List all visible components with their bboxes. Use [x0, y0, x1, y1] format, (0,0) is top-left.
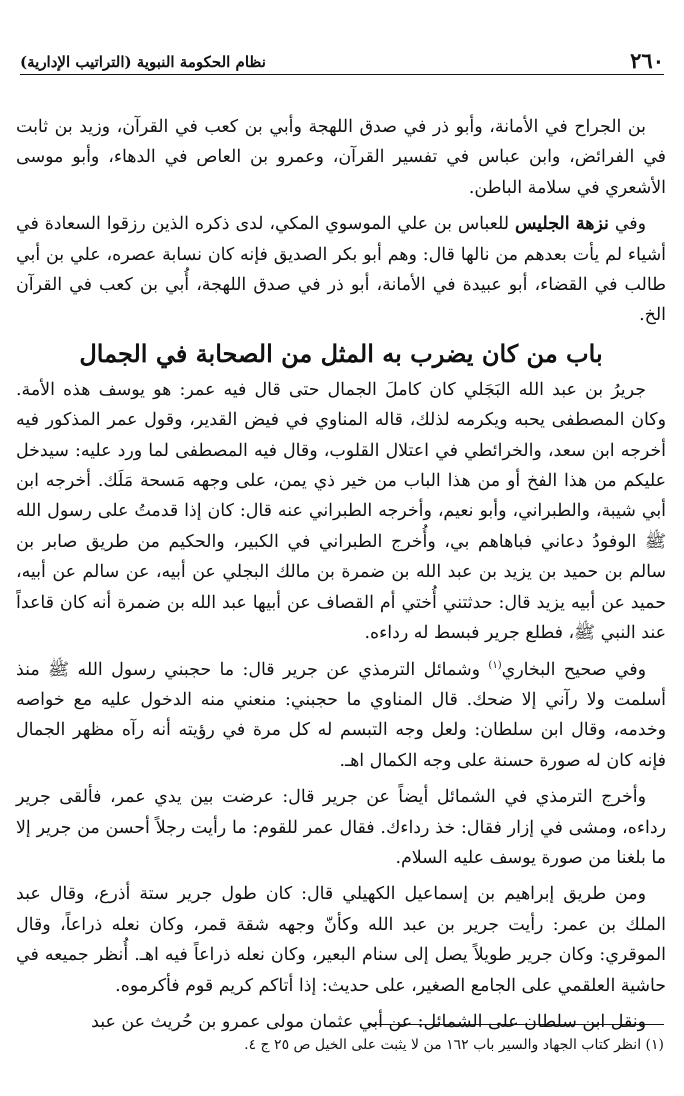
footnote-reference: (١) — [488, 659, 502, 671]
footnote: (١) انظر كتاب الجهاد والسير باب ١٦٢ من لا يثبت على الخيل ص ٢٥ ج ٤. — [244, 1037, 664, 1053]
paragraph-1: بن الجراح في الأمانة، وأبو ذر في صدق اللهجة وأبي بن كعب في القرآن، وزيد بن ثابت في الفرائض، وابن عباس في تفسير القرآن، وعمرو بن العاص في الدهاء، وأبو موسى الأشعري في سلامة الباطن. — [16, 117, 666, 198]
paragraph-2-lead: وفي — [614, 214, 647, 235]
paragraph-4-lead: وفي صحيح البخاري — [501, 659, 646, 680]
page-number: ٢٦٠ — [630, 48, 664, 73]
paragraph-7: ونقل ابن سلطان على الشمائل: عن أبي عثمان مولى عمرو بن حُريث عن عبد — [91, 1011, 646, 1032]
body-text — [16, 112, 666, 1037]
paragraph-4 — [16, 655, 666, 777]
paragraph-4-body: وشمائل الترمذي عن جرير قال: ما حجبني رسول الله ﷺ منذ أسلمت ولا رآني إلا ضحك. قال المناوي ما حجبني: منعني منه الدخول عليه مع خواصه وخدمه، وقال ابن سلطان: ولعل وجه التبسم له كل مرة في رؤيته أنه رآه مظهر الجمال فإنه كان له صورة حسنة على وجه الكمال اهـ. — [16, 659, 666, 771]
paragraph-2-body: للعباس بن علي الموسوي المكي، لدى ذكره الذين رزقوا السعادة في أشياء لم يأت بعدهم من نالها قال: وهم أبو بكر الصديق فإنه كان نسابة عصره، علي بن أبي طالب في القضاء، أبو عبيدة في الأمانة، أبو ذر في صدق اللهجة، أُبي بن كعب في القرآن الخ. — [16, 214, 666, 326]
running-title: نظام الحكومة النبوية (التراتيب الإدارية) — [20, 53, 266, 71]
book-title-nuzhat-al-jalis: نزهة الجليس — [515, 214, 609, 235]
section-heading: باب من كان يضرب به المثل من الصحابة في الجمال — [79, 338, 603, 368]
footnote-divider — [368, 1024, 664, 1025]
paragraph-2 — [16, 209, 666, 331]
paragraph-6: ومن طريق إبراهيم بن إسماعيل الكهيلي قال: كان طول جرير ستة أذرع، وقال عبد الملك بن عمر: رأيت جرير بن عبد الله وكأنّ وجهه شقة قمر، وكان نعله ذراعاً، وقال الموقري: وكان جرير طويلاً يصل إلى سنام البعير، وكان نعله ذراعاً فيه اهـ. أُنظر جميعه في حاشية العلقمي على الجامع الصغير، على حديث: إذا أتاكم كريم قوم فأكرموه. — [16, 884, 666, 996]
page-header — [20, 44, 664, 75]
paragraph-3: جريرُ بن عبد الله البَجَلي كان كاملَ الجمال حتى قال فيه عمر: هو يوسف هذه الأمة. وكان المصطفى يحبه ويكرمه لذلك، قاله المناوي في فيض القدير، وقول عمر المذكور فيه أخرجه ابن سعد، والخرائطي في اعتلال القلوب، وقال فيه المصطفى لما ورد عليه: سيدخل عليكم من هذا الفخ أو من هذا الباب من خير ذي يمن، على وجهه مَسحة مَلَك. أخرجه ابن أبي شيبة، والطبراني، وأبو نعيم، وأخرجه الطبراني عنه قال: كان إذا قدمتُ على رسول الله ﷺ الوفودُ دعاني فباهاهم بي، وأُخرج الطبراني في الكبير، والحكيم من طريق صابر بن سالم بن حميد بن يزيد بن عبد الله بن ضمرة بن مالك البجلي عن أبيه، عن سالم عن أبيه، حميد عن أبيه يزيد قال: حدثتني أُختي أم القصاف عن أبيها عبد الله بن ضمرة أنه كان قاعداً عند النبي ﷺ، فطلع جرير فبسط له رداءه. — [16, 379, 666, 644]
paragraph-5: وأخرج الترمذي في الشمائل أيضاً عن جرير قال: عرضت بين يدي عمر، فألقى جرير رداءه، ومشى في إزار فقال: خذ رداءك. فقال عمر للقوم: ما رأيت رجلاً أحسن من جرير إلا ما بلغنا من صورة يوسف عليه السلام. — [16, 787, 666, 868]
